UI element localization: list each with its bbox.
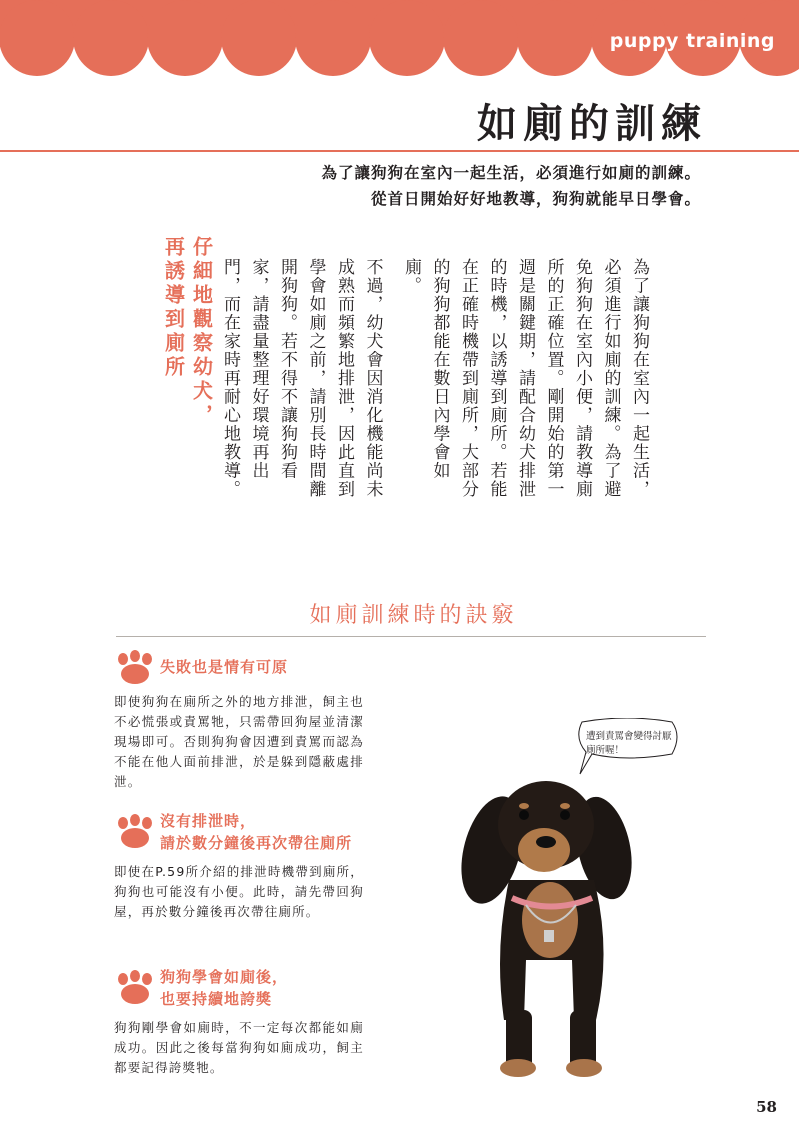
section-heading [160, 236, 216, 556]
tip-3 [114, 966, 364, 1078]
tip-2-heading-line-2: 請於數分鐘後再次帶往廁所 [160, 834, 353, 852]
tips-divider [116, 636, 706, 637]
paw-icon [114, 970, 156, 1004]
tip-3-heading-line-1: 狗狗學會如廁後， [160, 968, 289, 986]
intro-line-2: 從首日開始好好地教導，狗狗就能早日學會。 [370, 190, 701, 208]
tip-3-heading [160, 966, 288, 1010]
tip-3-body: 狗狗剛學會如廁時，不一定每次都能如廁成功。因此之後每當狗狗如廁成功，飼主都要記得誇獎牠。 [114, 1020, 364, 1075]
intro-text [321, 160, 701, 212]
tip-2-heading-line-1: 沒有排泄時， [160, 812, 257, 830]
vertical-article [161, 236, 665, 556]
tip-3-header [114, 966, 364, 1010]
page-title: 如廁的訓練 [477, 101, 707, 147]
tip-1-body: 即使狗狗在廁所之外的地方排泄，飼主也不必慌張或責罵牠，只需帶回狗屋並清潔現場即可。否則狗狗會因遭到責罵而認為不能在他人面前排泄，於是躲到隱蔽處排泄。 [114, 694, 364, 789]
speech-bubble-text: 遭到責罵會變得討厭廁所喔！ [586, 731, 672, 756]
section-heading-line-2: 再誘導到廁所 [161, 236, 186, 380]
section-paragraph-2: 不過，幼犬會因消化機能尚未成熟而頻繁地排泄，因此直到學會如廁之前，請別長時間離開狗狗。若不得不讓狗狗看家，請盡量整理好環境再出門，而在家時再耐心地教導。 [220, 258, 383, 499]
tip-3-heading-line-2: 也要持續地誇獎 [160, 990, 273, 1008]
tip-1-header [114, 656, 364, 684]
section-heading-line-1: 仔細地觀察幼犬， [189, 236, 214, 428]
section-body [216, 258, 654, 508]
tip-2-header [114, 810, 364, 854]
paw-icon [114, 814, 156, 848]
intro-line-1: 為了讓狗狗在室內一起生活，必須進行如廁的訓練。 [321, 164, 701, 182]
tip-2-body: 即使在P.59所介紹的排泄時機帶到廁所，狗狗也可能沒有小便。此時，請先帶回狗屋，再於數分鐘後再次帶往廁所。 [114, 864, 364, 919]
paw-icon [114, 650, 156, 684]
title-divider [0, 150, 799, 152]
page-number: 58 [756, 1098, 777, 1116]
tips-title: 如廁訓練時的訣竅 [309, 603, 518, 628]
dachshund-puppy-photo [454, 770, 654, 1080]
tip-2-heading [160, 810, 352, 854]
tip-1 [114, 656, 364, 792]
header-tag: puppy training [609, 30, 775, 52]
tip-2 [114, 810, 364, 922]
section-paragraph-1: 為了讓狗狗在室內一起生活，必須進行如廁的訓練。為了避免狗狗在室內小便，請教導廁所的正確位置。剛開始的第一週是關鍵期，請配合幼犬排泄的時機，以誘導到廁所。若能在正確時機帶到廁所，大部分的狗狗都能在數日內學會如廁。 [401, 258, 649, 499]
tip-1-heading-line-1: 失敗也是情有可原 [160, 658, 289, 676]
tip-1-heading [160, 656, 288, 678]
